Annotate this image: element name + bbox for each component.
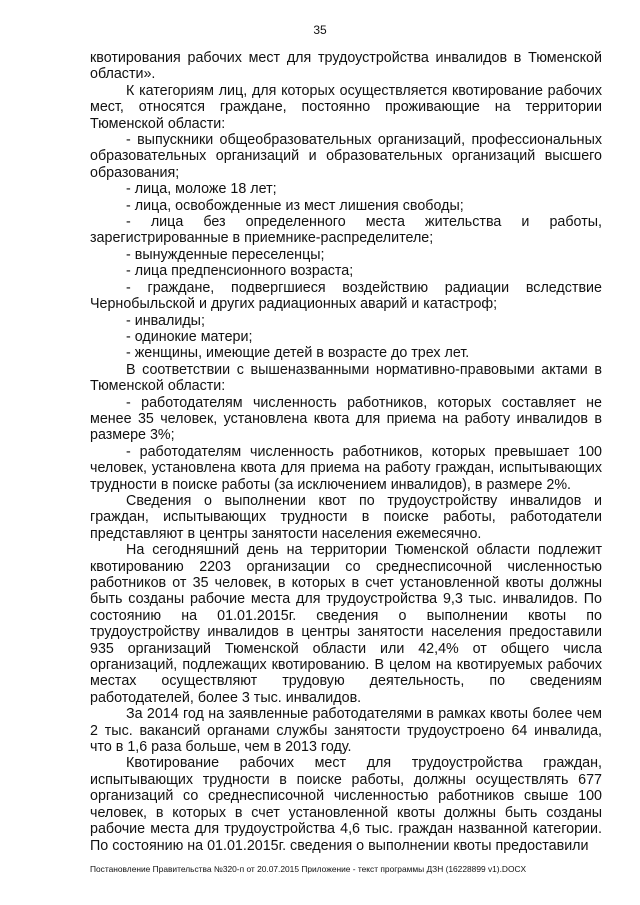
- list-item: - работодателям численность работников, которых составляет не менее 35 человек, установлена квота для приема на работу инвалидов в размере 3%;: [90, 394, 602, 444]
- list-item: - инвалиды;: [126, 312, 205, 329]
- document-body: [90, 50, 602, 854]
- paragraph: К категориям лиц, для которых осуществляется квотирование рабочих мест, относятся граждане, постоянно проживающие на территории Тюменской области:: [90, 82, 602, 132]
- paragraph: Квотирование рабочих мест для трудоустройства граждан, испытывающих трудности в поиске работы, должны осуществлять 677 организаций со среднесписочной численностью работников свыше 100 человек, в которых в счет установленной квоты должны быть созданы рабочие места для трудоустройства 4,6 тыс. граждан названной категории. По состоянию на 01.01.2015г. сведения о выполнении квоты предоставили: [90, 755, 602, 854]
- paragraph: За 2014 год на заявленные работодателями в рамках квоты более чем 2 тыс. вакансий органами службы занятости трудоустроено 64 инвалида, что в 1,6 раза больше, чем в 2013 году.: [90, 706, 602, 756]
- document-footer: Постановление Правительства №320-п от 20.07.2015 Приложение - текст программы ДЗН (16228899 v1).DOCX: [90, 864, 527, 874]
- list-item: - лица, моложе 18 лет;: [126, 181, 277, 198]
- list-item: - лица без определенного места жительства и работы, зарегистрированные в приемнике-распределителе;: [90, 214, 602, 247]
- list-item: - вынужденные переселенцы;: [126, 246, 325, 263]
- paragraph: В соответствии с вышеназванными нормативно-правовыми актами в Тюменской области:: [90, 361, 602, 395]
- page-number: 35: [313, 23, 327, 37]
- list-item: - женщины, имеющие детей в возрасте до трех лет.: [126, 345, 470, 362]
- list-item: - лица, освобожденные из мест лишения свободы;: [126, 197, 464, 214]
- list-item: - выпускники общеобразовательных организаций, профессиональных образовательных организаций и образовательных организаций высшего образования;: [90, 132, 602, 181]
- paragraph: квотирования рабочих мест для трудоустройства инвалидов в Тюменской области».: [90, 50, 602, 83]
- list-item: - работодателям численность работников, которых превышает 100 человек, установлена квота для приема на работу граждан, испытывающих трудности в поиске работы (за исключением инвалидов), в размере 2%.: [90, 443, 602, 493]
- list-item: - лица предпенсионного возраста;: [126, 263, 354, 280]
- paragraph: Сведения о выполнении квот по трудоустройству инвалидов и граждан, испытывающих трудности в поиске работы, работодатели представляют в центры занятости населения ежемесячно.: [90, 492, 602, 542]
- list-item: - одинокие матери;: [126, 328, 253, 345]
- list-item: - граждане, подвергшиеся воздействию радиации вследствие Чернобыльской и других радиационных аварий и катастроф;: [90, 279, 602, 313]
- paragraph: На сегодняшний день на территории Тюменской области подлежит квотированию 2203 организации со среднесписочной численностью работников от 35 человек, в которых в счет установленной квоты должны быть созданы рабочие места для трудоустройства 9,3 тыс. инвалидов. По состоянию на 01.01.2015г. сведения о выполнении квоты по трудоустройству инвалидов в центры занятости населения предоставили 935 организаций Тюменской области или 42,4% от общего числа организаций, подлежащих квотированию. В целом на квотируемых рабочих местах осуществляют трудовую деятельность, по сведениям работодателей, более 3 тыс. инвалидов.: [90, 542, 602, 706]
